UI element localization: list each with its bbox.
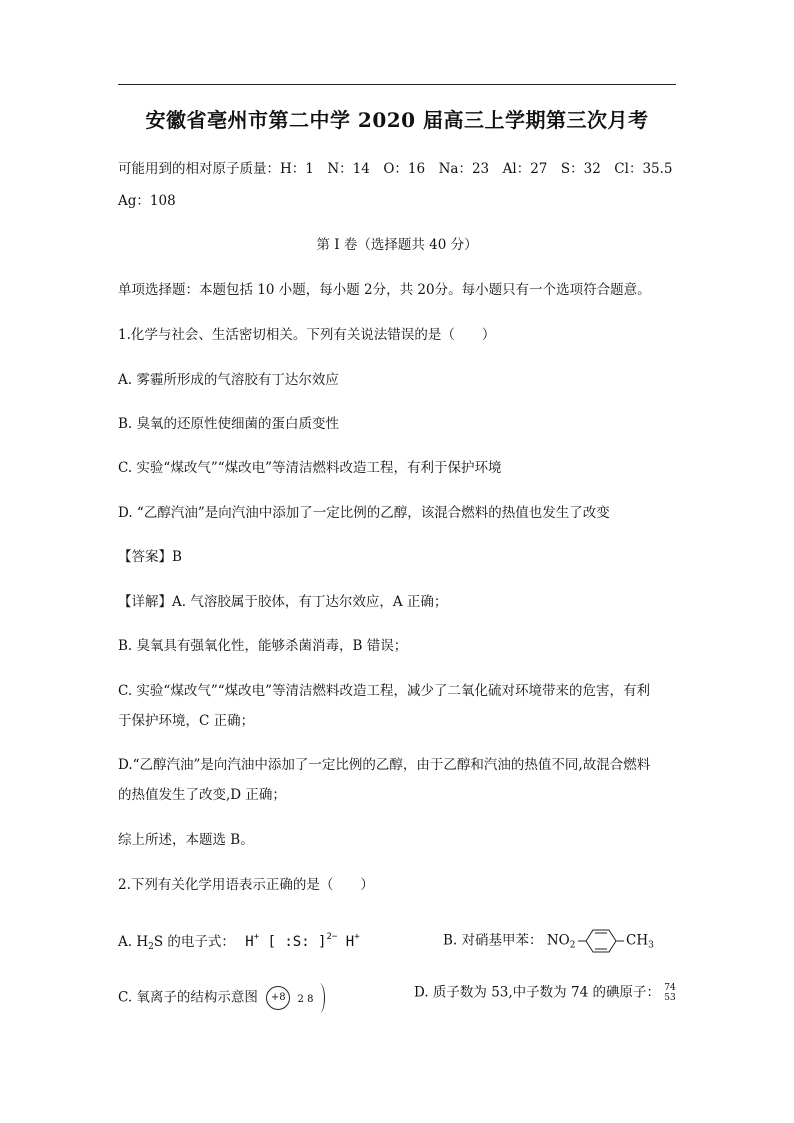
section-title: 第 I 卷（选择题共 40 分） bbox=[316, 237, 478, 253]
q1-detail-c-2: 于保护环境，C 正确； bbox=[118, 713, 255, 729]
iodine-isotope-notation: 74 53 bbox=[664, 983, 676, 1003]
q1-detail-b: B. 臭氧具有强氧化性，能够杀菌消毒，B 错误； bbox=[118, 638, 408, 654]
oxygen-ion-diagram: +8 2 8 bbox=[266, 990, 325, 1006]
q1-summary: 综上所述，本题选 B。 bbox=[118, 832, 254, 848]
q1-detail-d-1: D.“乙醇汽油”是向汽油中添加了一定比例的乙醇，由于乙醇和汽油的热值不同,故混合燃料 bbox=[118, 757, 651, 773]
q1-detail-c-1: C. 实验“煤改气”“煤改电”等清洁燃料改造工程，减少了二氧化硫对环境带来的危害，有利 bbox=[118, 683, 651, 699]
atomic-mass-line-2: Ag：108 bbox=[118, 193, 176, 209]
q1-answer: 【答案】B bbox=[118, 549, 182, 565]
q2-option-b: B. 对硝基甲苯： $NO_2$ $CH_3$ bbox=[443, 928, 654, 955]
q1-option-b: B. 臭氧的还原性使细菌的蛋白质变性 bbox=[118, 416, 340, 432]
q1-detail-d-2: 的热值发生了改变,D 正确； bbox=[118, 787, 286, 803]
q2-option-d: D. 质子数为 53,中子数为 74 的碘原子： 74 53 bbox=[414, 983, 676, 1003]
q1-option-c: C. 实验“煤改气”“煤改电”等清洁燃料改造工程，有利于保护环境 bbox=[118, 460, 502, 476]
benzene-ring-icon bbox=[578, 928, 624, 954]
q2-option-c: C. 氧离子的结构示意图 +8 2 8 bbox=[118, 983, 325, 1013]
q2-option-a: A. $H_2S$ 的电子式： H+ [ :S: ]$^{2-}$ H+ bbox=[118, 932, 360, 952]
q1-detail-a: 【详解】A. 气溶胶属于胶体，有丁达尔效应，A 正确； bbox=[118, 594, 448, 610]
q1-stem: 1.化学与社会、生活密切相关。下列有关说法错误的是（ ） bbox=[118, 327, 496, 343]
page-title: 安徽省亳州市第二中学 2020 届高三上学期第三次月考 bbox=[145, 108, 649, 132]
atomic-mass-line-1: 可能用到的相对原子质量：H：1 N：14 O：16 Na：23 Al：27 S：32 Cl：35.5 bbox=[118, 161, 673, 177]
electron-shell-arc bbox=[314, 983, 325, 1013]
h2s-electron-formula: H+ [ :S: ]$^{2-}$ H+ bbox=[245, 932, 360, 950]
section-instructions: 单项选择题：本题包括 10 小题，每小题 2分，共 20分。每小题只有一个选项符合题意。 bbox=[118, 282, 651, 298]
header-rule bbox=[118, 84, 676, 85]
q2-stem: 2.下列有关化学用语表示正确的是（ ） bbox=[118, 877, 374, 893]
q1-option-d: D. “乙醇汽油”是向汽油中添加了一定比例的乙醇，该混合燃料的热值也发生了改变 bbox=[118, 505, 610, 521]
q1-option-a: A. 雾霾所形成的气溶胶有丁达尔效应 bbox=[118, 372, 339, 388]
